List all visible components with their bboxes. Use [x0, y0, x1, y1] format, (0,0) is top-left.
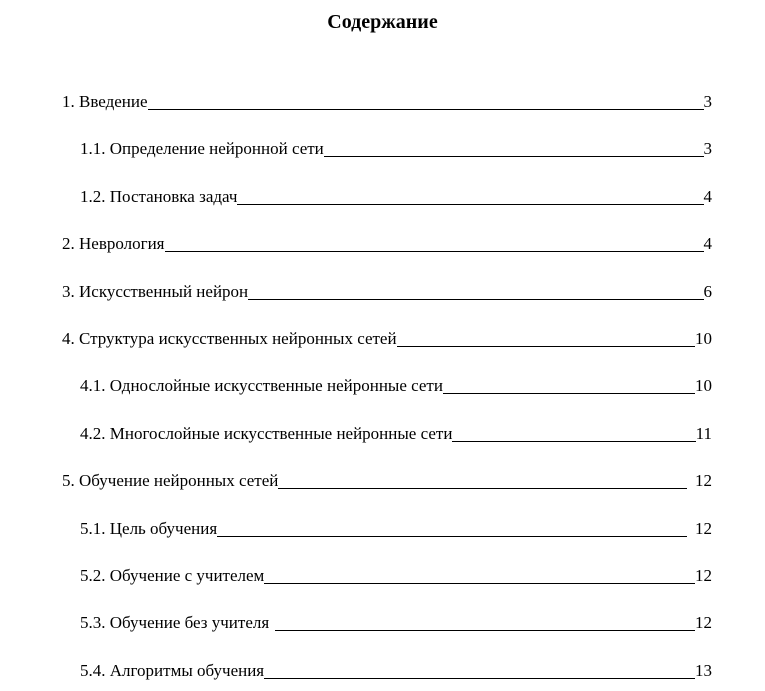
- toc-page-number: 12: [695, 613, 712, 633]
- toc-page-number: 12: [695, 565, 712, 585]
- toc-entry[interactable]: [62, 233, 712, 280]
- toc-entry[interactable]: [62, 91, 712, 138]
- page-title: Содержание: [327, 11, 438, 33]
- toc-page-number: 13: [695, 660, 712, 680]
- toc-leader-line: [217, 518, 687, 537]
- table-of-contents: [0, 91, 765, 691]
- toc-leader-line: [248, 281, 703, 300]
- toc-entry[interactable]: [62, 375, 712, 422]
- toc-leader-line: [443, 375, 695, 394]
- toc-leader-line: [237, 186, 703, 205]
- toc-entry-label: 2. Неврология: [62, 234, 165, 254]
- toc-page-number: 3: [703, 92, 712, 111]
- toc-entry[interactable]: [62, 565, 712, 612]
- toc-entry-label: 1.1. Определение нейронной сети: [80, 139, 324, 159]
- toc-page-number: 11: [695, 423, 712, 443]
- toc-entry[interactable]: [62, 328, 712, 375]
- toc-leader-line: [165, 233, 704, 252]
- toc-entry[interactable]: [62, 423, 712, 470]
- toc-entry-label: 3. Искусственный нейрон: [62, 281, 249, 301]
- toc-entry[interactable]: [62, 660, 712, 691]
- toc-entry-label: 5. Обучение нейронных сетей: [62, 471, 279, 491]
- toc-leader-line: [324, 138, 704, 157]
- page-gap: [687, 518, 695, 519]
- toc-page-number: 12: [695, 471, 712, 491]
- toc-entry[interactable]: [62, 470, 712, 517]
- toc-entry-label: 5.3. Обучение без учителя: [80, 613, 270, 633]
- toc-entry[interactable]: [62, 612, 712, 659]
- toc-entry-label: 5.1. Цель обучения: [80, 518, 218, 538]
- toc-page-number: 6: [703, 281, 712, 301]
- toc-entry[interactable]: [62, 138, 712, 185]
- toc-leader-line: [452, 423, 695, 442]
- toc-page-number: 4: [703, 186, 712, 206]
- toc-page-number: 4: [703, 234, 712, 254]
- toc-entry-label: 5.2. Обучение с учителем: [80, 565, 265, 585]
- page-gap: [687, 470, 695, 471]
- toc-entry-label: 1.2. Постановка задач: [80, 186, 238, 206]
- toc-leader-line: [148, 91, 704, 110]
- toc-entry-label: 4.1. Однослойные искусственные нейронные сети: [80, 376, 443, 396]
- toc-page-number: 3: [703, 139, 712, 159]
- toc-page-number: 12: [695, 518, 712, 538]
- toc-page-number: 10: [695, 376, 712, 396]
- toc-entry-label: 4. Структура искусственных нейронных сетей: [62, 328, 397, 348]
- toc-leader-line: [264, 565, 695, 584]
- toc-entry-label: 1. Введение: [62, 92, 148, 111]
- toc-entry[interactable]: [62, 518, 712, 565]
- toc-entry[interactable]: [62, 281, 712, 328]
- toc-entry-label: 4.2. Многослойные искусственные нейронные сети: [80, 423, 453, 443]
- toc-leader-line: [397, 328, 695, 347]
- toc-leader-line: [275, 612, 695, 631]
- toc-leader-line: [264, 660, 695, 679]
- toc-leader-line: [278, 470, 687, 489]
- toc-page-number: 10: [695, 328, 712, 348]
- toc-entry-label: 5.4. Алгоритмы обучения: [80, 660, 265, 680]
- toc-entry[interactable]: [62, 186, 712, 233]
